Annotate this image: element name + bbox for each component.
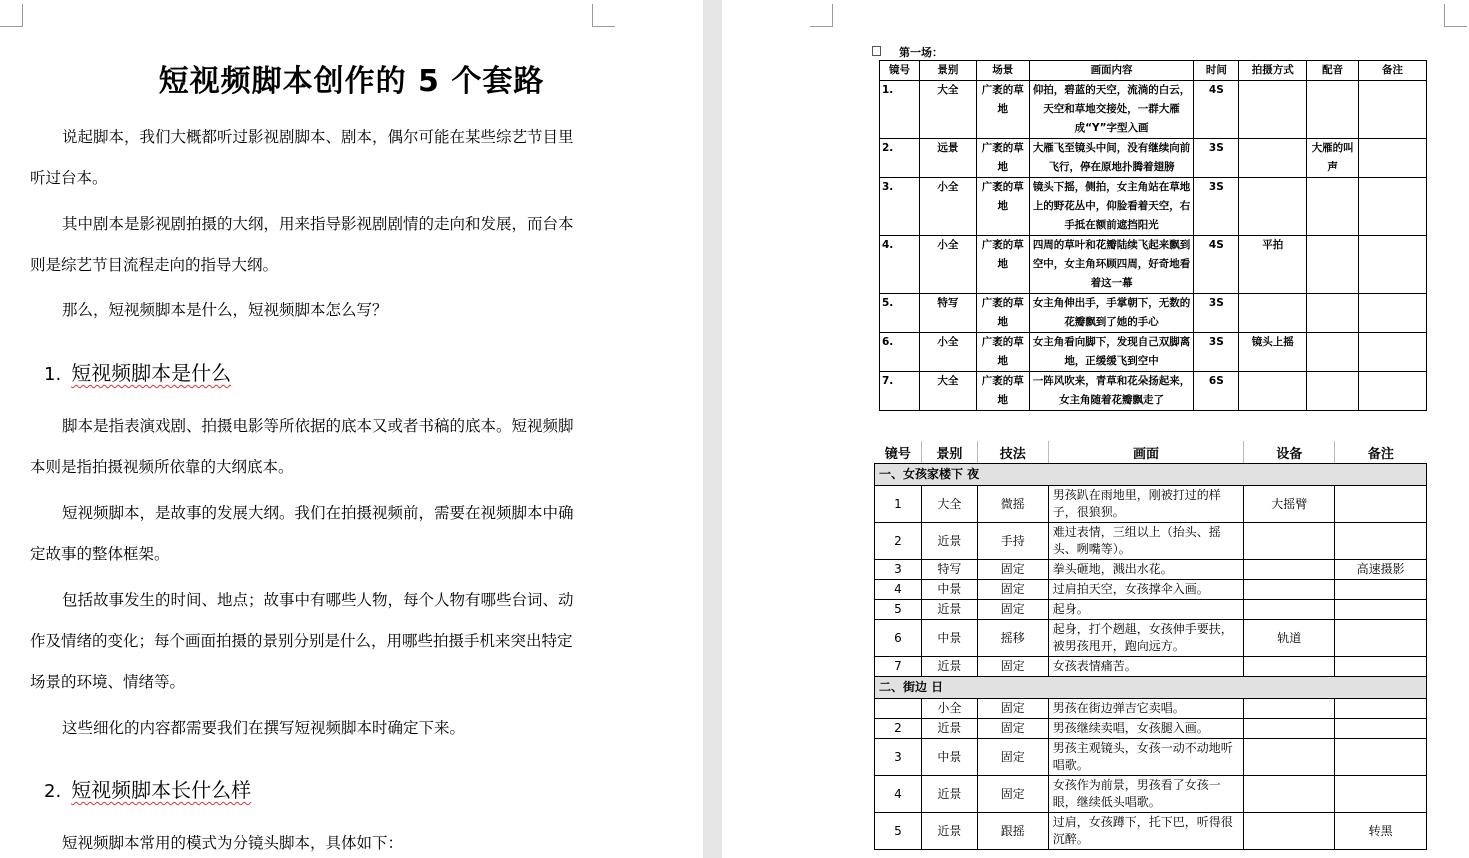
table-cell[interactable]: 女主角伸出手，手掌朝下，无数的花瓣飘到了她的手心 — [1029, 294, 1194, 333]
table-cell[interactable]: 男孩主观镜头，女孩一动不动地听唱歌。 — [1048, 739, 1244, 776]
table-cell[interactable]: 平拍 — [1239, 236, 1307, 294]
table-cell[interactable]: 固定 — [977, 776, 1048, 813]
paragraph[interactable]: 那么，短视频脚本是什么，短视频脚本怎么写？ — [62, 301, 388, 319]
crop-mark-top-left — [810, 4, 833, 27]
table-cell[interactable]: 特写 — [921, 560, 977, 580]
table-cell[interactable]: 中景 — [921, 620, 977, 657]
table-row — [875, 719, 1427, 739]
table-cell[interactable]: 固定 — [977, 600, 1048, 620]
table-cell[interactable]: 3S — [1194, 333, 1239, 372]
table-cell[interactable]: 男孩趴在雨地里，刚被打过的样子，很狼狈。 — [1048, 486, 1244, 523]
table-cell[interactable]: 固定 — [977, 719, 1048, 739]
table-cell[interactable]: 过肩，女孩蹲下，托下巴，听得很沉醉。 — [1048, 813, 1244, 850]
table-cell[interactable]: 4S — [1194, 81, 1239, 139]
table-cell[interactable]: 远景 — [919, 139, 976, 178]
table-cell[interactable] — [1335, 699, 1427, 719]
paragraph[interactable]: 短视频脚本常用的模式为分镜头脚本，具体如下： — [62, 834, 404, 852]
table-cell[interactable] — [1335, 486, 1427, 523]
section-row — [875, 464, 1427, 486]
table-cell[interactable]: 近景 — [921, 719, 977, 739]
table-cell[interactable]: 四周的草叶和花瓣陆续飞起来飘到空中，女主角环顾四周，好奇地看着这一幕 — [1029, 236, 1194, 294]
table-cell[interactable]: 拳头砸地，溅出水花。 — [1048, 560, 1244, 580]
table-cell[interactable]: 大雁的叫声 — [1307, 139, 1359, 178]
table-cell[interactable]: 女主角看向脚下，发现自己双脚离地，正缓缓飞到空中 — [1029, 333, 1194, 372]
table-cell[interactable]: 4S — [1194, 236, 1239, 294]
table-cell[interactable]: 6 — [875, 620, 922, 657]
table-cell[interactable]: 微摇 — [977, 486, 1048, 523]
table-cell[interactable] — [1244, 560, 1335, 580]
table-cell[interactable]: 摇移 — [977, 620, 1048, 657]
table-anchor-icon[interactable] — [872, 46, 881, 56]
table-cell[interactable] — [1335, 600, 1427, 620]
table-cell[interactable]: 难过表情，三组以上（抬头、摇头、咧嘴等）。 — [1048, 523, 1244, 560]
table-cell[interactable] — [1244, 776, 1335, 813]
table-cell[interactable] — [1239, 178, 1307, 236]
table-cell[interactable]: 4 — [875, 580, 922, 600]
table-row — [880, 139, 1427, 178]
storyboard-table-1[interactable] — [879, 60, 1427, 411]
crop-mark-top-right — [1444, 4, 1467, 27]
table-cell[interactable] — [1239, 81, 1307, 139]
table-row — [880, 81, 1427, 139]
paragraph[interactable]: 这些细化的内容都需要我们在撰写短视频脚本时确定下来。 — [62, 719, 466, 737]
table-cell[interactable]: 7. — [880, 372, 920, 411]
table-cell[interactable]: 固定 — [977, 580, 1048, 600]
table-cell[interactable]: 2 — [875, 523, 922, 560]
table-header-cell: 画面 — [1048, 441, 1244, 464]
table-cell[interactable] — [1307, 236, 1359, 294]
table-row — [875, 776, 1427, 813]
table-cell[interactable]: 3. — [880, 178, 920, 236]
table-cell[interactable]: 镜头下摇，侧拍，女主角站在草地上的野花丛中，仰脸看着天空，右手抵在额前遮挡阳光 — [1029, 178, 1194, 236]
table-cell[interactable]: 女孩表情痛苦。 — [1048, 657, 1244, 677]
table-cell[interactable]: 5 — [875, 813, 922, 850]
document-page-left — [0, 0, 703, 858]
table-row — [875, 486, 1427, 523]
table-cell[interactable] — [1239, 372, 1307, 411]
table-cell[interactable] — [1244, 699, 1335, 719]
table-cell[interactable] — [1307, 333, 1359, 372]
table-cell[interactable]: 广袤的草地 — [976, 333, 1029, 372]
table-cell[interactable] — [1244, 657, 1335, 677]
table-cell[interactable]: 近景 — [921, 813, 977, 850]
table-cell[interactable]: 广袤的草地 — [976, 139, 1029, 178]
table-cell[interactable] — [1359, 236, 1427, 294]
table-cell[interactable]: 手持 — [977, 523, 1048, 560]
table-header-cell: 景别 — [921, 441, 977, 464]
table-header-cell: 技法 — [977, 441, 1048, 464]
table-cell[interactable]: 特写 — [919, 294, 976, 333]
table-cell[interactable] — [1244, 523, 1335, 560]
table-cell[interactable]: 固定 — [977, 560, 1048, 580]
table-cell[interactable]: 广袤的草地 — [976, 372, 1029, 411]
table-cell[interactable] — [1359, 372, 1427, 411]
table-header-cell: 画面内容 — [1029, 61, 1194, 81]
table-row — [875, 523, 1427, 560]
table-cell[interactable]: 男孩在街边弹吉它卖唱。 — [1048, 699, 1244, 719]
table-row — [880, 236, 1427, 294]
table-cell[interactable]: 3S — [1194, 294, 1239, 333]
table-cell[interactable] — [1359, 333, 1427, 372]
heading-1[interactable]: 1. 短视频脚本是什么 — [44, 361, 232, 385]
section-title[interactable]: 一、女孩家楼下 夜 — [875, 464, 1427, 486]
table-cell[interactable]: 小全 — [919, 333, 976, 372]
table-row — [875, 813, 1427, 850]
paragraph[interactable]: 说起脚本，我们大概都听过影视剧脚本、剧本，偶尔可能在某些综艺节目里听过台本。 — [30, 128, 574, 187]
paragraph[interactable]: 其中剧本是影视剧拍摄的大纲，用来指导影视剧剧情的走向和发展，而台本则是综艺节目流程走向的指导大纲。 — [30, 215, 574, 274]
table-cell[interactable] — [1335, 657, 1427, 677]
table-cell[interactable]: 近景 — [921, 523, 977, 560]
table-row — [875, 560, 1427, 580]
table-cell[interactable] — [1244, 580, 1335, 600]
table-cell[interactable] — [1359, 178, 1427, 236]
storyboard-table-2[interactable] — [874, 441, 1427, 850]
table-cell[interactable]: 2 — [875, 719, 922, 739]
table-cell[interactable]: 近景 — [921, 657, 977, 677]
table-cell[interactable]: 中景 — [921, 580, 977, 600]
paragraph[interactable]: 短视频脚本，是故事的发展大纲。我们在拍摄视频前，需要在视频脚本中确定故事的整体框架。 — [30, 504, 574, 563]
table-cell[interactable]: 转黑 — [1335, 813, 1427, 850]
table-row — [880, 372, 1427, 411]
crop-mark-top-right — [592, 4, 615, 27]
table-cell[interactable]: 5 — [875, 600, 922, 620]
table-header-cell: 配音 — [1307, 61, 1359, 81]
table-cell[interactable] — [1244, 600, 1335, 620]
scene-label[interactable]: 第一场： — [899, 46, 943, 59]
table-header-cell: 设备 — [1244, 441, 1335, 464]
table-cell[interactable]: 6. — [880, 333, 920, 372]
heading-2[interactable]: 2. 短视频脚本长什么样 — [44, 778, 252, 802]
section-title[interactable]: 二、街边 日 — [875, 677, 1427, 699]
table-cell[interactable] — [1239, 139, 1307, 178]
table-cell[interactable]: 过肩拍天空，女孩撑伞入画。 — [1048, 580, 1244, 600]
table-cell[interactable] — [1307, 372, 1359, 411]
table-row — [880, 294, 1427, 333]
table-cell[interactable]: 起身。 — [1048, 600, 1244, 620]
table-cell[interactable] — [1335, 719, 1427, 739]
table-cell[interactable]: 女孩作为前景，男孩看了女孩一眼，继续低头唱歌。 — [1048, 776, 1244, 813]
table-cell[interactable]: 小全 — [919, 178, 976, 236]
table-cell[interactable]: 镜头上摇 — [1239, 333, 1307, 372]
table-cell[interactable]: 跟摇 — [977, 813, 1048, 850]
table-cell[interactable] — [1307, 81, 1359, 139]
table-cell[interactable]: 6S — [1194, 372, 1239, 411]
table-cell[interactable]: 广袤的草地 — [976, 236, 1029, 294]
page-gap — [703, 0, 722, 858]
table-cell[interactable]: 轨道 — [1244, 620, 1335, 657]
table-cell[interactable] — [1335, 739, 1427, 776]
table-header-cell: 镜号 — [880, 61, 920, 81]
table-row — [875, 620, 1427, 657]
table-header-cell: 备注 — [1335, 441, 1427, 464]
table-header-cell: 镜号 — [875, 441, 922, 464]
table-cell[interactable]: 3 — [875, 560, 922, 580]
table-cell[interactable]: 近景 — [921, 776, 977, 813]
table-cell[interactable]: 固定 — [977, 739, 1048, 776]
table-cell[interactable]: 小全 — [921, 699, 977, 719]
table-cell[interactable]: 大全 — [919, 372, 976, 411]
table-cell[interactable] — [1359, 139, 1427, 178]
table-cell[interactable] — [1359, 294, 1427, 333]
crop-mark-top-left — [0, 4, 23, 27]
table-cell[interactable]: 大雁飞至镜头中间，没有继续向前飞行，停在原地扑腾着翅膀 — [1029, 139, 1194, 178]
table-row — [875, 739, 1427, 776]
table-cell[interactable]: 大摇臂 — [1244, 486, 1335, 523]
table-cell[interactable] — [1335, 580, 1427, 600]
table-header-cell: 场景 — [976, 61, 1029, 81]
table-cell[interactable]: 固定 — [977, 699, 1048, 719]
table-cell[interactable]: 中景 — [921, 739, 977, 776]
table-row — [875, 580, 1427, 600]
table-cell[interactable]: 广袤的草地 — [976, 178, 1029, 236]
table-cell[interactable]: 男孩继续卖唱，女孩腿入画。 — [1048, 719, 1244, 739]
table-cell[interactable]: 一阵风吹来，青草和花朵扬起来，女主角随着花瓣飘走了 — [1029, 372, 1194, 411]
document-title[interactable]: 短视频脚本创作的 5 个套路 — [158, 64, 545, 99]
table-row — [875, 657, 1427, 677]
table-cell[interactable] — [875, 699, 922, 719]
table-cell[interactable] — [1335, 776, 1427, 813]
table-row — [875, 600, 1427, 620]
table-cell[interactable]: 3 — [875, 739, 922, 776]
table-cell[interactable]: 1 — [875, 486, 922, 523]
table-cell[interactable]: 高速摄影 — [1335, 560, 1427, 580]
table-cell[interactable]: 4. — [880, 236, 920, 294]
section-row — [875, 677, 1427, 699]
table-cell[interactable] — [1307, 294, 1359, 333]
table-cell[interactable]: 4 — [875, 776, 922, 813]
table-cell[interactable] — [1244, 813, 1335, 850]
table-cell[interactable]: 1. — [880, 81, 920, 139]
table-cell[interactable] — [1244, 739, 1335, 776]
table-header-cell: 时间 — [1194, 61, 1239, 81]
table-row — [875, 699, 1427, 719]
table-row — [880, 178, 1427, 236]
paragraph[interactable]: 包括故事发生的时间、地点；故事中有哪些人物，每个人物有哪些台词、动作及情绪的变化；每个画面拍摄的景别分别是什么，用哪些拍摄手机来突出特定场景的环境、情绪等。 — [30, 591, 574, 691]
table-cell[interactable]: 小全 — [919, 236, 976, 294]
table-cell[interactable] — [1335, 620, 1427, 657]
table-cell[interactable] — [1335, 523, 1427, 560]
table-cell[interactable]: 起身，打个趔趄，女孩伸手要扶，被男孩甩开，跑向远方。 — [1048, 620, 1244, 657]
table-cell[interactable]: 2. — [880, 139, 920, 178]
table-cell[interactable]: 7 — [875, 657, 922, 677]
table-cell[interactable]: 广袤的草地 — [976, 81, 1029, 139]
table-row — [880, 333, 1427, 372]
table-cell[interactable] — [1239, 294, 1307, 333]
table-cell[interactable] — [1307, 178, 1359, 236]
table-cell[interactable]: 广袤的草地 — [976, 294, 1029, 333]
table-cell[interactable]: 大全 — [921, 486, 977, 523]
table-cell[interactable] — [1359, 81, 1427, 139]
table-cell[interactable]: 3S — [1194, 178, 1239, 236]
table-header-cell: 备注 — [1359, 61, 1427, 81]
table-header-cell: 拍摄方式 — [1239, 61, 1307, 81]
table-cell[interactable]: 大全 — [919, 81, 976, 139]
table-cell[interactable]: 仰拍，碧蓝的天空，流淌的白云，天空和草地交接处，一群大雁成“Y”字型入画 — [1029, 81, 1194, 139]
table-header-cell: 景别 — [919, 61, 976, 81]
table-cell[interactable]: 5. — [880, 294, 920, 333]
table-cell[interactable]: 固定 — [977, 657, 1048, 677]
table-cell[interactable]: 3S — [1194, 139, 1239, 178]
table-cell[interactable] — [1244, 719, 1335, 739]
paragraph[interactable]: 脚本是指表演戏剧、拍摄电影等所依据的底本又或者书稿的底本。短视频脚本则是指拍摄视频所依靠的大纲底本。 — [30, 417, 574, 476]
table-cell[interactable]: 近景 — [921, 600, 977, 620]
